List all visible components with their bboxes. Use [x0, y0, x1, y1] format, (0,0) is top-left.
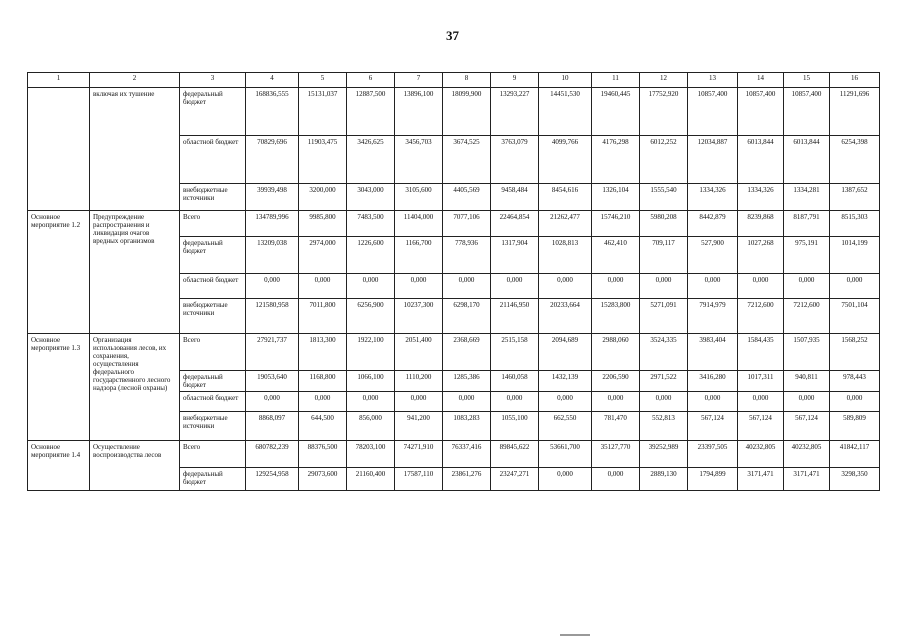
value-cell: 6012,252 [640, 136, 688, 184]
value-cell: 4405,569 [443, 184, 491, 211]
value-cell: 1794,899 [688, 468, 738, 491]
value-cell: 0,000 [246, 274, 299, 299]
description-cell: Предупреждение распространения и ликвидация очагов вредных организмов [90, 211, 180, 334]
value-cell: 940,811 [784, 371, 830, 392]
column-header: 9 [491, 73, 539, 88]
value-cell: 8187,791 [784, 211, 830, 237]
value-cell: 35127,770 [592, 441, 640, 468]
value-cell: 567,124 [688, 412, 738, 441]
value-cell: 0,000 [640, 392, 688, 412]
value-cell: 2368,669 [443, 334, 491, 371]
value-cell: 12034,887 [688, 136, 738, 184]
value-cell: 10857,400 [738, 88, 784, 136]
value-cell: 5980,208 [640, 211, 688, 237]
value-cell: 15131,037 [299, 88, 347, 136]
value-cell: 168836,555 [246, 88, 299, 136]
value-cell: 1055,100 [491, 412, 539, 441]
value-cell: 8868,097 [246, 412, 299, 441]
value-cell: 15283,800 [592, 299, 640, 334]
value-cell: 3763,079 [491, 136, 539, 184]
table-row [28, 334, 880, 371]
column-header: 11 [592, 73, 640, 88]
value-cell: 0,000 [443, 392, 491, 412]
value-cell: 778,936 [443, 237, 491, 274]
value-cell: 8515,303 [830, 211, 880, 237]
value-cell: 2051,400 [395, 334, 443, 371]
value-cell: 1813,300 [299, 334, 347, 371]
header-row [28, 73, 880, 88]
value-cell: 662,550 [539, 412, 592, 441]
description-cell: Осуществление воспроизводства лесов [90, 441, 180, 491]
value-cell: 0,000 [347, 274, 395, 299]
value-cell: 74271,910 [395, 441, 443, 468]
value-cell: 856,000 [347, 412, 395, 441]
value-cell: 129254,958 [246, 468, 299, 491]
value-cell: 1226,600 [347, 237, 395, 274]
value-cell: 10857,400 [688, 88, 738, 136]
value-cell: 1285,386 [443, 371, 491, 392]
source-cell: Всего [180, 334, 246, 371]
column-header: 6 [347, 73, 395, 88]
value-cell: 3298,350 [830, 468, 880, 491]
value-cell: 0,000 [539, 274, 592, 299]
value-cell: 39252,989 [640, 441, 688, 468]
value-cell: 15746,210 [592, 211, 640, 237]
value-cell: 3983,404 [688, 334, 738, 371]
value-cell: 2971,522 [640, 371, 688, 392]
activity-cell: Основное мероприятие 1.4 [28, 441, 90, 491]
value-cell: 1432,139 [539, 371, 592, 392]
value-cell: 3171,471 [738, 468, 784, 491]
value-cell: 23397,505 [688, 441, 738, 468]
value-cell: 567,124 [738, 412, 784, 441]
value-cell: 1460,058 [491, 371, 539, 392]
value-cell: 527,900 [688, 237, 738, 274]
value-cell: 13896,100 [395, 88, 443, 136]
value-cell: 2988,060 [592, 334, 640, 371]
value-cell: 78203,100 [347, 441, 395, 468]
value-cell: 10857,400 [784, 88, 830, 136]
value-cell: 2094,689 [539, 334, 592, 371]
value-cell: 27921,737 [246, 334, 299, 371]
table-row [28, 441, 880, 468]
value-cell: 19460,445 [592, 88, 640, 136]
value-cell: 1584,435 [738, 334, 784, 371]
value-cell: 0,000 [539, 468, 592, 491]
value-cell: 1017,311 [738, 371, 784, 392]
value-cell: 6254,398 [830, 136, 880, 184]
value-cell: 70829,696 [246, 136, 299, 184]
value-cell: 0,000 [784, 274, 830, 299]
value-cell: 1110,200 [395, 371, 443, 392]
value-cell: 1387,652 [830, 184, 880, 211]
value-cell: 3200,000 [299, 184, 347, 211]
value-cell: 76337,416 [443, 441, 491, 468]
description-cell: Организация использования лесов, их сохранения, осуществления федерального государственного лесного надзора (лесной охраны) [90, 334, 180, 441]
value-cell: 0,000 [592, 392, 640, 412]
column-header: 5 [299, 73, 347, 88]
column-header: 2 [90, 73, 180, 88]
value-cell: 0,000 [299, 274, 347, 299]
value-cell: 7212,600 [784, 299, 830, 334]
value-cell: 4099,766 [539, 136, 592, 184]
value-cell: 7011,800 [299, 299, 347, 334]
source-cell: Всего [180, 441, 246, 468]
column-header: 4 [246, 73, 299, 88]
value-cell: 589,809 [830, 412, 880, 441]
value-cell: 3456,703 [395, 136, 443, 184]
scan-artifact [560, 634, 590, 636]
value-cell: 0,000 [443, 274, 491, 299]
value-cell: 0,000 [395, 274, 443, 299]
value-cell: 2889,130 [640, 468, 688, 491]
value-cell: 88376,500 [299, 441, 347, 468]
column-header: 13 [688, 73, 738, 88]
value-cell: 552,813 [640, 412, 688, 441]
value-cell: 3426,625 [347, 136, 395, 184]
value-cell: 21146,950 [491, 299, 539, 334]
value-cell: 975,191 [784, 237, 830, 274]
value-cell: 11903,475 [299, 136, 347, 184]
value-cell: 941,200 [395, 412, 443, 441]
value-cell: 7501,104 [830, 299, 880, 334]
value-cell: 21262,477 [539, 211, 592, 237]
value-cell: 709,117 [640, 237, 688, 274]
column-header: 10 [539, 73, 592, 88]
value-cell: 6013,844 [784, 136, 830, 184]
value-cell: 14451,530 [539, 88, 592, 136]
description-cell: включая их тушение [90, 88, 180, 211]
activity-cell: Основное мероприятие 1.2 [28, 211, 90, 334]
source-cell: областной бюджет [180, 136, 246, 184]
activity-cell [28, 88, 90, 211]
value-cell: 29073,600 [299, 468, 347, 491]
value-cell: 39939,498 [246, 184, 299, 211]
source-cell: федеральный бюджет [180, 468, 246, 491]
value-cell: 1317,904 [491, 237, 539, 274]
column-header: 16 [830, 73, 880, 88]
value-cell: 644,500 [299, 412, 347, 441]
table-row [28, 211, 880, 237]
value-cell: 23247,271 [491, 468, 539, 491]
source-cell: внебюджетные источники [180, 299, 246, 334]
value-cell: 89845,622 [491, 441, 539, 468]
column-header: 8 [443, 73, 491, 88]
value-cell: 680782,239 [246, 441, 299, 468]
value-cell: 11404,000 [395, 211, 443, 237]
value-cell: 13209,038 [246, 237, 299, 274]
value-cell: 21160,400 [347, 468, 395, 491]
value-cell: 4176,298 [592, 136, 640, 184]
value-cell: 134789,996 [246, 211, 299, 237]
column-header: 14 [738, 73, 784, 88]
value-cell: 1027,268 [738, 237, 784, 274]
value-cell: 0,000 [688, 274, 738, 299]
value-cell: 7483,500 [347, 211, 395, 237]
value-cell: 567,124 [784, 412, 830, 441]
value-cell: 20233,664 [539, 299, 592, 334]
value-cell: 2515,158 [491, 334, 539, 371]
value-cell: 41842,117 [830, 441, 880, 468]
value-cell: 7077,106 [443, 211, 491, 237]
value-cell: 8454,616 [539, 184, 592, 211]
value-cell: 0,000 [830, 274, 880, 299]
value-cell: 40232,805 [738, 441, 784, 468]
value-cell: 0,000 [784, 392, 830, 412]
value-cell: 6256,900 [347, 299, 395, 334]
value-cell: 8442,879 [688, 211, 738, 237]
value-cell: 0,000 [246, 392, 299, 412]
value-cell: 0,000 [347, 392, 395, 412]
value-cell: 1334,281 [784, 184, 830, 211]
value-cell: 6298,170 [443, 299, 491, 334]
value-cell: 121580,958 [246, 299, 299, 334]
source-cell: федеральный бюджет [180, 371, 246, 392]
value-cell: 1568,252 [830, 334, 880, 371]
value-cell: 1326,104 [592, 184, 640, 211]
value-cell: 23861,276 [443, 468, 491, 491]
value-cell: 12887,500 [347, 88, 395, 136]
value-cell: 3524,335 [640, 334, 688, 371]
value-cell: 0,000 [688, 392, 738, 412]
value-cell: 1334,326 [688, 184, 738, 211]
value-cell: 9458,484 [491, 184, 539, 211]
value-cell: 0,000 [830, 392, 880, 412]
value-cell: 0,000 [491, 392, 539, 412]
table-row [28, 88, 880, 136]
value-cell: 53661,700 [539, 441, 592, 468]
value-cell: 2974,000 [299, 237, 347, 274]
value-cell: 40232,805 [784, 441, 830, 468]
value-cell: 1922,100 [347, 334, 395, 371]
value-cell: 3105,600 [395, 184, 443, 211]
column-header: 15 [784, 73, 830, 88]
value-cell: 0,000 [491, 274, 539, 299]
source-cell: федеральный бюджет [180, 237, 246, 274]
value-cell: 1334,326 [738, 184, 784, 211]
activity-cell: Основное мероприятие 1.3 [28, 334, 90, 441]
value-cell: 1028,813 [539, 237, 592, 274]
value-cell: 0,000 [738, 274, 784, 299]
value-cell: 3416,280 [688, 371, 738, 392]
value-cell: 0,000 [592, 274, 640, 299]
value-cell: 22464,854 [491, 211, 539, 237]
value-cell: 10237,300 [395, 299, 443, 334]
value-cell: 0,000 [592, 468, 640, 491]
value-cell: 0,000 [395, 392, 443, 412]
column-header: 7 [395, 73, 443, 88]
value-cell: 3674,525 [443, 136, 491, 184]
page-number: 37 [446, 28, 459, 43]
value-cell: 3171,471 [784, 468, 830, 491]
source-cell: областной бюджет [180, 392, 246, 412]
value-cell: 2206,590 [592, 371, 640, 392]
value-cell: 9985,800 [299, 211, 347, 237]
value-cell: 18099,900 [443, 88, 491, 136]
source-cell: внебюджетные источники [180, 184, 246, 211]
value-cell: 17752,920 [640, 88, 688, 136]
value-cell: 1014,199 [830, 237, 880, 274]
column-header: 3 [180, 73, 246, 88]
value-cell: 1555,540 [640, 184, 688, 211]
value-cell: 781,470 [592, 412, 640, 441]
value-cell: 11291,696 [830, 88, 880, 136]
source-cell: областной бюджет [180, 274, 246, 299]
value-cell: 0,000 [539, 392, 592, 412]
source-cell: Всего [180, 211, 246, 237]
value-cell: 7212,600 [738, 299, 784, 334]
value-cell: 3043,000 [347, 184, 395, 211]
value-cell: 17587,110 [395, 468, 443, 491]
value-cell: 0,000 [640, 274, 688, 299]
budget-table [27, 72, 880, 491]
value-cell: 462,410 [592, 237, 640, 274]
value-cell: 0,000 [738, 392, 784, 412]
value-cell: 19053,640 [246, 371, 299, 392]
source-cell: внебюджетные источники [180, 412, 246, 441]
value-cell: 1066,100 [347, 371, 395, 392]
value-cell: 1507,935 [784, 334, 830, 371]
value-cell: 5271,091 [640, 299, 688, 334]
value-cell: 978,443 [830, 371, 880, 392]
value-cell: 8239,868 [738, 211, 784, 237]
value-cell: 1166,700 [395, 237, 443, 274]
value-cell: 7914,979 [688, 299, 738, 334]
value-cell: 13293,227 [491, 88, 539, 136]
column-header: 12 [640, 73, 688, 88]
value-cell: 1083,283 [443, 412, 491, 441]
source-cell: федеральный бюджет [180, 88, 246, 136]
value-cell: 6013,844 [738, 136, 784, 184]
column-header: 1 [28, 73, 90, 88]
value-cell: 0,000 [299, 392, 347, 412]
value-cell: 1168,800 [299, 371, 347, 392]
